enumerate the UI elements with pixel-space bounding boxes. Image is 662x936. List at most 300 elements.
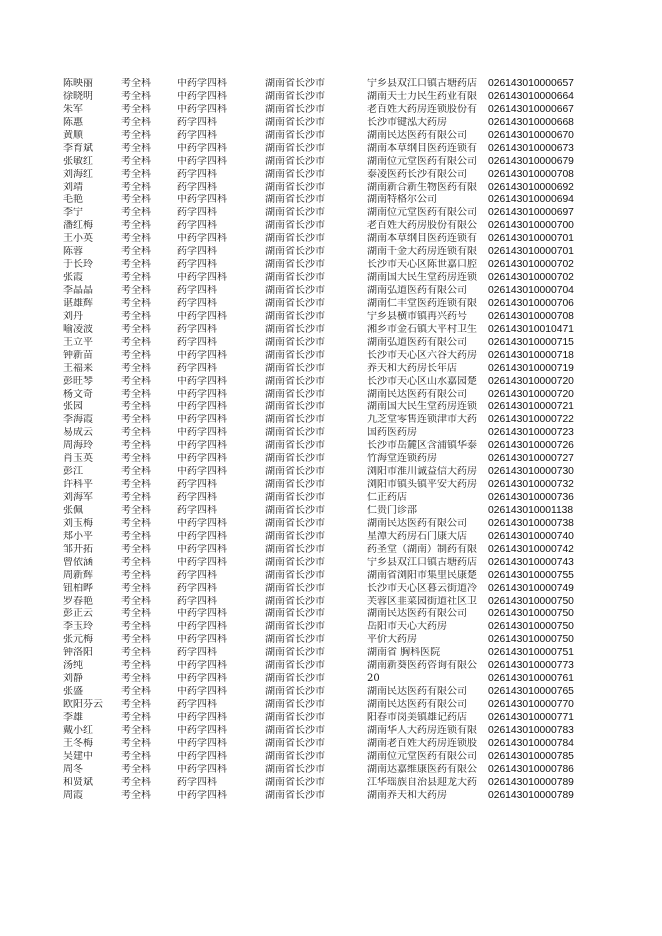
certificate-number: 026143010000726 — [488, 440, 574, 452]
certificate-number: 026143010000701 — [488, 233, 574, 245]
exam-area: 湖南省长沙市 — [265, 724, 325, 736]
work-unit: 老百姓大药房连锁股份有 — [367, 103, 477, 115]
work-unit: 湖南本草纲目医药连锁有 — [367, 142, 477, 154]
work-unit: 湖南特格尔公司 — [367, 194, 437, 206]
table-row — [0, 363, 662, 376]
work-unit: 湖南国大民生堂药房连锁 — [367, 401, 477, 413]
exam-subject: 中药学四科 — [177, 453, 227, 465]
exam-subject: 中药学四科 — [177, 310, 227, 322]
exam-type: 考全科 — [121, 323, 151, 335]
certificate-number: 026143010000749 — [488, 582, 574, 594]
candidate-name: 钮柏晔 — [63, 582, 93, 594]
exam-area: 湖南省长沙市 — [265, 699, 325, 710]
exam-area: 湖南省长沙市 — [265, 427, 325, 439]
work-unit: 仁贵门诊部 — [367, 504, 417, 516]
candidate-name: 徐晓明 — [63, 90, 93, 102]
candidate-name: 汤纯 — [63, 660, 83, 672]
work-unit: 湖南民达医药有限公司 — [367, 388, 467, 400]
certificate-number: 026143010000679 — [488, 155, 574, 167]
work-unit: 芙蓉区韭菜园街道社区卫 — [367, 595, 477, 607]
candidate-name: 王冬梅 — [63, 737, 93, 749]
certificate-number: 026143010000732 — [488, 479, 574, 491]
candidate-name: 彭江 — [63, 466, 83, 478]
work-unit: 江华瑶族自治县迎龙大药 — [367, 776, 477, 788]
certificate-number: 026143010000730 — [488, 466, 574, 478]
exam-area: 湖南省长沙市 — [265, 543, 325, 555]
work-unit: 仁正药店 — [367, 492, 407, 503]
exam-subject: 中药学四科 — [177, 789, 227, 801]
work-unit: 湘乡市金石镇大平村卫生 — [367, 323, 477, 335]
certificate-number: 026143010000706 — [488, 297, 574, 309]
certificate-number: 026143010000708 — [488, 310, 574, 322]
exam-subject: 中药学四科 — [177, 414, 227, 426]
certificate-number: 026143010010471 — [488, 323, 574, 335]
candidate-list — [0, 78, 662, 803]
certificate-number: 026143010000720 — [488, 375, 574, 387]
table-row — [0, 207, 662, 220]
work-unit: 湖南达嘉维康医药有限公 — [367, 763, 477, 775]
exam-subject: 药学四科 — [177, 699, 217, 710]
exam-subject: 药学四科 — [177, 246, 217, 258]
exam-area: 湖南省长沙市 — [265, 401, 325, 413]
certificate-number: 026143010000743 — [488, 556, 574, 568]
exam-type: 考全科 — [121, 233, 151, 245]
exam-type: 考全科 — [121, 388, 151, 400]
certificate-number: 026143010000718 — [488, 349, 574, 361]
certificate-number: 026143010000697 — [488, 207, 574, 219]
candidate-name: 刘靖 — [63, 181, 83, 193]
exam-type: 考全科 — [121, 90, 151, 102]
exam-area: 湖南省长沙市 — [265, 569, 325, 581]
candidate-name: 朱军 — [63, 103, 83, 115]
certificate-number: 026143010000715 — [488, 336, 574, 348]
exam-type: 考全科 — [121, 621, 151, 633]
certificate-number: 026143010000750 — [488, 621, 574, 633]
exam-subject: 中药学四科 — [177, 711, 227, 723]
work-unit: 宁乡县横市镇再兴药号 — [367, 310, 467, 322]
table-row — [0, 298, 662, 311]
table-row — [0, 608, 662, 621]
exam-subject: 药学四科 — [177, 259, 217, 271]
certificate-number: 026143010000736 — [488, 492, 574, 503]
exam-subject: 药学四科 — [177, 129, 217, 141]
exam-subject: 中药学四科 — [177, 543, 227, 555]
table-row — [0, 505, 662, 518]
exam-type: 考全科 — [121, 78, 151, 89]
table-row — [0, 78, 662, 91]
exam-area: 湖南省长沙市 — [265, 336, 325, 348]
exam-subject: 中药学四科 — [177, 78, 227, 89]
work-unit: 湖南位元堂医药有限公司 — [367, 207, 477, 219]
exam-type: 考全科 — [121, 466, 151, 478]
certificate-number: 026143010000771 — [488, 711, 574, 723]
exam-type: 考全科 — [121, 504, 151, 516]
exam-type: 考全科 — [121, 543, 151, 555]
candidate-name: 周冬 — [63, 763, 83, 775]
work-unit: 阳春市岗美镇雄记药店 — [367, 711, 467, 723]
candidate-name: 戴小红 — [63, 724, 93, 736]
exam-subject: 中药学四科 — [177, 401, 227, 413]
exam-type: 考全科 — [121, 181, 151, 193]
candidate-name: 刘静 — [63, 673, 83, 685]
exam-subject: 中药学四科 — [177, 272, 227, 284]
exam-type: 考全科 — [121, 595, 151, 607]
exam-area: 湖南省长沙市 — [265, 285, 325, 296]
certificate-number: 026143010000720 — [488, 388, 574, 400]
exam-subject: 药学四科 — [177, 582, 217, 594]
exam-area: 湖南省长沙市 — [265, 259, 325, 271]
table-row — [0, 414, 662, 427]
certificate-number: 026143010000750 — [488, 634, 574, 646]
exam-type: 考全科 — [121, 129, 151, 141]
certificate-number: 026143010000670 — [488, 129, 574, 141]
exam-area: 湖南省长沙市 — [265, 582, 325, 594]
work-unit: 湖南民达医药有限公司 — [367, 517, 467, 529]
work-unit: 20 — [367, 673, 380, 685]
exam-subject: 药学四科 — [177, 595, 217, 607]
candidate-name: 易成云 — [63, 427, 93, 439]
certificate-number: 026143010000668 — [488, 116, 574, 128]
table-row — [0, 751, 662, 764]
exam-type: 考全科 — [121, 401, 151, 413]
exam-subject: 药学四科 — [177, 168, 217, 180]
table-row — [0, 777, 662, 790]
exam-type: 考全科 — [121, 285, 151, 296]
work-unit: 湖南老百姓大药房连锁股 — [367, 737, 477, 749]
exam-subject: 中药学四科 — [177, 233, 227, 245]
exam-area: 湖南省长沙市 — [265, 155, 325, 167]
exam-area: 湖南省长沙市 — [265, 634, 325, 646]
work-unit: 湖南民达医药有限公司 — [367, 129, 467, 141]
exam-area: 湖南省长沙市 — [265, 492, 325, 503]
certificate-number: 026143010000751 — [488, 647, 574, 659]
exam-subject: 药学四科 — [177, 220, 217, 232]
exam-type: 考全科 — [121, 479, 151, 491]
certificate-number: 026143010000761 — [488, 673, 574, 685]
exam-area: 湖南省长沙市 — [265, 103, 325, 115]
exam-type: 考全科 — [121, 711, 151, 723]
work-unit: 养天和大药房长年店 — [367, 362, 457, 374]
work-unit: 宁乡县双江口镇古塘药店 — [367, 556, 477, 568]
candidate-name: 曾依涵 — [63, 556, 93, 568]
exam-area: 湖南省长沙市 — [265, 750, 325, 762]
certificate-number: 026143010000664 — [488, 90, 574, 102]
exam-subject: 中药学四科 — [177, 388, 227, 400]
exam-area: 湖南省长沙市 — [265, 556, 325, 568]
work-unit: 国药医药房 — [367, 427, 417, 439]
exam-subject: 中药学四科 — [177, 440, 227, 452]
work-unit: 湖南弘道医药有限公司 — [367, 285, 467, 296]
exam-type: 考全科 — [121, 414, 151, 426]
candidate-name: 刘丹 — [63, 310, 83, 322]
table-row — [0, 233, 662, 246]
candidate-name: 肖玉英 — [63, 453, 93, 465]
table-row — [0, 169, 662, 182]
candidate-name: 王立平 — [63, 336, 93, 348]
exam-area: 湖南省长沙市 — [265, 272, 325, 284]
certificate-number: 026143010000750 — [488, 595, 574, 607]
exam-subject: 中药学四科 — [177, 375, 227, 387]
exam-subject: 中药学四科 — [177, 556, 227, 568]
exam-type: 考全科 — [121, 220, 151, 232]
exam-area: 湖南省长沙市 — [265, 220, 325, 232]
exam-area: 湖南省长沙市 — [265, 673, 325, 685]
exam-subject: 药学四科 — [177, 207, 217, 219]
exam-subject: 中药学四科 — [177, 194, 227, 206]
table-row — [0, 647, 662, 660]
exam-area: 湖南省长沙市 — [265, 233, 325, 245]
exam-type: 考全科 — [121, 750, 151, 762]
exam-area: 湖南省长沙市 — [265, 789, 325, 801]
exam-area: 湖南省长沙市 — [265, 686, 325, 698]
exam-area: 湖南省长沙市 — [265, 504, 325, 516]
work-unit: 湖南养天和大药房 — [367, 789, 447, 801]
exam-area: 湖南省长沙市 — [265, 466, 325, 478]
exam-type: 考全科 — [121, 699, 151, 710]
exam-area: 湖南省长沙市 — [265, 323, 325, 335]
table-row — [0, 272, 662, 285]
table-row — [0, 156, 662, 169]
candidate-name: 刘玉梅 — [63, 517, 93, 529]
candidate-name: 和贤斌 — [63, 776, 93, 788]
exam-subject: 药学四科 — [177, 181, 217, 193]
certificate-number: 026143010000770 — [488, 699, 574, 710]
exam-area: 湖南省长沙市 — [265, 517, 325, 529]
work-unit: 药圣堂（湖南）制药有限 — [367, 543, 477, 555]
candidate-name: 李玉玲 — [63, 621, 93, 633]
table-row — [0, 427, 662, 440]
exam-type: 考全科 — [121, 634, 151, 646]
work-unit: 竹海堂连锁药房 — [367, 453, 437, 465]
candidate-name: 周海玲 — [63, 440, 93, 452]
table-row — [0, 104, 662, 117]
exam-subject: 中药学四科 — [177, 763, 227, 775]
table-row — [0, 440, 662, 453]
candidate-name: 陈映丽 — [63, 78, 93, 89]
exam-type: 考全科 — [121, 207, 151, 219]
certificate-number: 026143010000727 — [488, 453, 574, 465]
work-unit: 长沙市天心区陈世嘉口腔 — [367, 259, 477, 271]
table-row — [0, 518, 662, 531]
candidate-name: 王福来 — [63, 362, 93, 374]
exam-type: 考全科 — [121, 492, 151, 503]
work-unit: 长沙市天心区暮云街道冷 — [367, 582, 477, 594]
exam-type: 考全科 — [121, 608, 151, 620]
exam-subject: 药学四科 — [177, 776, 217, 788]
exam-type: 考全科 — [121, 427, 151, 439]
work-unit: 长沙市天心区六谷大药房 — [367, 349, 477, 361]
table-row — [0, 350, 662, 363]
candidate-name: 欧阳芬云 — [63, 699, 103, 710]
certificate-number: 026143010000789 — [488, 776, 574, 788]
exam-area: 湖南省长沙市 — [265, 647, 325, 659]
candidate-name: 邹开拓 — [63, 543, 93, 555]
table-row — [0, 660, 662, 673]
exam-area: 湖南省长沙市 — [265, 297, 325, 309]
table-row — [0, 259, 662, 272]
table-row — [0, 790, 662, 803]
table-row — [0, 220, 662, 233]
table-row — [0, 557, 662, 570]
exam-type: 考全科 — [121, 155, 151, 167]
exam-type: 考全科 — [121, 763, 151, 775]
exam-type: 考全科 — [121, 103, 151, 115]
exam-subject: 药学四科 — [177, 647, 217, 659]
work-unit: 湖南千金大药房连锁有限 — [367, 246, 477, 258]
candidate-name: 李晶晶 — [63, 285, 93, 296]
exam-type: 考全科 — [121, 336, 151, 348]
certificate-number: 026143010000786 — [488, 763, 574, 775]
exam-subject: 中药学四科 — [177, 466, 227, 478]
certificate-number: 026143010000742 — [488, 543, 574, 555]
candidate-name: 张霞 — [63, 272, 83, 284]
table-row — [0, 246, 662, 259]
table-row — [0, 738, 662, 751]
exam-area: 湖南省长沙市 — [265, 711, 325, 723]
exam-area: 湖南省长沙市 — [265, 440, 325, 452]
exam-type: 考全科 — [121, 530, 151, 542]
exam-type: 考全科 — [121, 310, 151, 322]
candidate-name: 许科平 — [63, 479, 93, 491]
exam-type: 考全科 — [121, 789, 151, 801]
exam-subject: 中药学四科 — [177, 686, 227, 698]
candidate-name: 周新辉 — [63, 569, 93, 581]
exam-subject: 药学四科 — [177, 479, 217, 491]
certificate-number: 026143010000702 — [488, 272, 574, 284]
work-unit: 泰凌医药长沙有限公司 — [367, 168, 467, 180]
table-row — [0, 596, 662, 609]
table-row — [0, 673, 662, 686]
exam-area: 湖南省长沙市 — [265, 621, 325, 633]
certificate-number: 026143010000755 — [488, 569, 574, 581]
certificate-number: 026143010000657 — [488, 78, 574, 89]
exam-subject: 药学四科 — [177, 504, 217, 516]
candidate-name: 毛艳 — [63, 194, 83, 206]
exam-area: 湖南省长沙市 — [265, 181, 325, 193]
candidate-name: 于长玲 — [63, 259, 93, 271]
exam-type: 考全科 — [121, 440, 151, 452]
candidate-name: 谌雄辉 — [63, 297, 93, 309]
exam-subject: 中药学四科 — [177, 724, 227, 736]
exam-subject: 中药学四科 — [177, 427, 227, 439]
work-unit: 湖南天士力民生药业有限 — [367, 90, 477, 102]
table-row — [0, 285, 662, 298]
exam-area: 湖南省长沙市 — [265, 129, 325, 141]
certificate-number: 026143010000692 — [488, 181, 574, 193]
candidate-name: 陈蓉 — [63, 246, 83, 258]
exam-area: 湖南省长沙市 — [265, 90, 325, 102]
exam-area: 湖南省长沙市 — [265, 595, 325, 607]
exam-area: 湖南省长沙市 — [265, 388, 325, 400]
work-unit: 浏阳市淮川诚益信大药房 — [367, 466, 477, 478]
candidate-name: 李雄 — [63, 711, 83, 723]
table-row — [0, 479, 662, 492]
table-row — [0, 117, 662, 130]
table-row — [0, 725, 662, 738]
exam-type: 考全科 — [121, 517, 151, 529]
table-row — [0, 337, 662, 350]
exam-type: 考全科 — [121, 142, 151, 154]
work-unit: 星潭大药房石门康大店 — [367, 530, 467, 542]
table-row — [0, 699, 662, 712]
exam-type: 考全科 — [121, 556, 151, 568]
exam-subject: 中药学四科 — [177, 750, 227, 762]
exam-subject: 中药学四科 — [177, 673, 227, 685]
exam-area: 湖南省长沙市 — [265, 310, 325, 322]
exam-type: 考全科 — [121, 453, 151, 465]
exam-subject: 中药学四科 — [177, 517, 227, 529]
candidate-name: 李宁 — [63, 207, 83, 219]
work-unit: 岳阳市天心大药房 — [367, 621, 447, 633]
candidate-name: 张盛 — [63, 686, 83, 698]
exam-area: 湖南省长沙市 — [265, 349, 325, 361]
exam-area: 湖南省长沙市 — [265, 530, 325, 542]
table-row — [0, 143, 662, 156]
exam-subject: 中药学四科 — [177, 660, 227, 672]
work-unit: 老百姓大药房股份有限公 — [367, 220, 477, 232]
exam-subject: 中药学四科 — [177, 530, 227, 542]
exam-subject: 中药学四科 — [177, 737, 227, 749]
exam-area: 湖南省长沙市 — [265, 453, 325, 465]
exam-subject: 药学四科 — [177, 323, 217, 335]
table-row — [0, 544, 662, 557]
work-unit: 九芝堂零售连锁津市大药 — [367, 414, 477, 426]
certificate-number: 026143010000701 — [488, 246, 574, 258]
certificate-number: 026143010000721 — [488, 401, 574, 413]
exam-subject: 药学四科 — [177, 336, 217, 348]
exam-area: 湖南省长沙市 — [265, 207, 325, 219]
exam-subject: 药学四科 — [177, 116, 217, 128]
certificate-number: 026143010000722 — [488, 414, 574, 426]
certificate-number: 026143010000700 — [488, 220, 574, 232]
table-row — [0, 453, 662, 466]
candidate-name: 张佩 — [63, 504, 83, 516]
work-unit: 宁乡县双江口镇古塘药店 — [367, 78, 477, 89]
candidate-name: 刘海红 — [63, 168, 93, 180]
exam-subject: 药学四科 — [177, 285, 217, 296]
exam-type: 考全科 — [121, 297, 151, 309]
table-row — [0, 182, 662, 195]
exam-subject: 药学四科 — [177, 492, 217, 503]
table-row — [0, 311, 662, 324]
exam-subject: 中药学四科 — [177, 621, 227, 633]
exam-type: 考全科 — [121, 724, 151, 736]
exam-type: 考全科 — [121, 259, 151, 271]
exam-subject: 中药学四科 — [177, 608, 227, 620]
table-row — [0, 324, 662, 337]
exam-type: 考全科 — [121, 673, 151, 685]
exam-type: 考全科 — [121, 582, 151, 594]
table-row — [0, 401, 662, 414]
exam-type: 考全科 — [121, 168, 151, 180]
work-unit: 长沙市天心区山水嘉园楚 — [367, 375, 477, 387]
exam-area: 湖南省长沙市 — [265, 362, 325, 374]
table-row — [0, 531, 662, 544]
work-unit: 湖南仁丰堂医药连锁有限 — [367, 297, 477, 309]
exam-type: 考全科 — [121, 375, 151, 387]
exam-type: 考全科 — [121, 349, 151, 361]
candidate-name: 杨文奇 — [63, 388, 93, 400]
candidate-name: 李育斌 — [63, 142, 93, 154]
certificate-number: 026143010000719 — [488, 362, 574, 374]
candidate-name: 潘红梅 — [63, 220, 93, 232]
work-unit: 湖南新合新生物医药有限 — [367, 181, 477, 193]
exam-type: 考全科 — [121, 246, 151, 258]
certificate-number: 026143010000765 — [488, 686, 574, 698]
exam-subject: 中药学四科 — [177, 142, 227, 154]
work-unit: 湖南省 胸科医院 — [367, 647, 441, 659]
table-row — [0, 376, 662, 389]
